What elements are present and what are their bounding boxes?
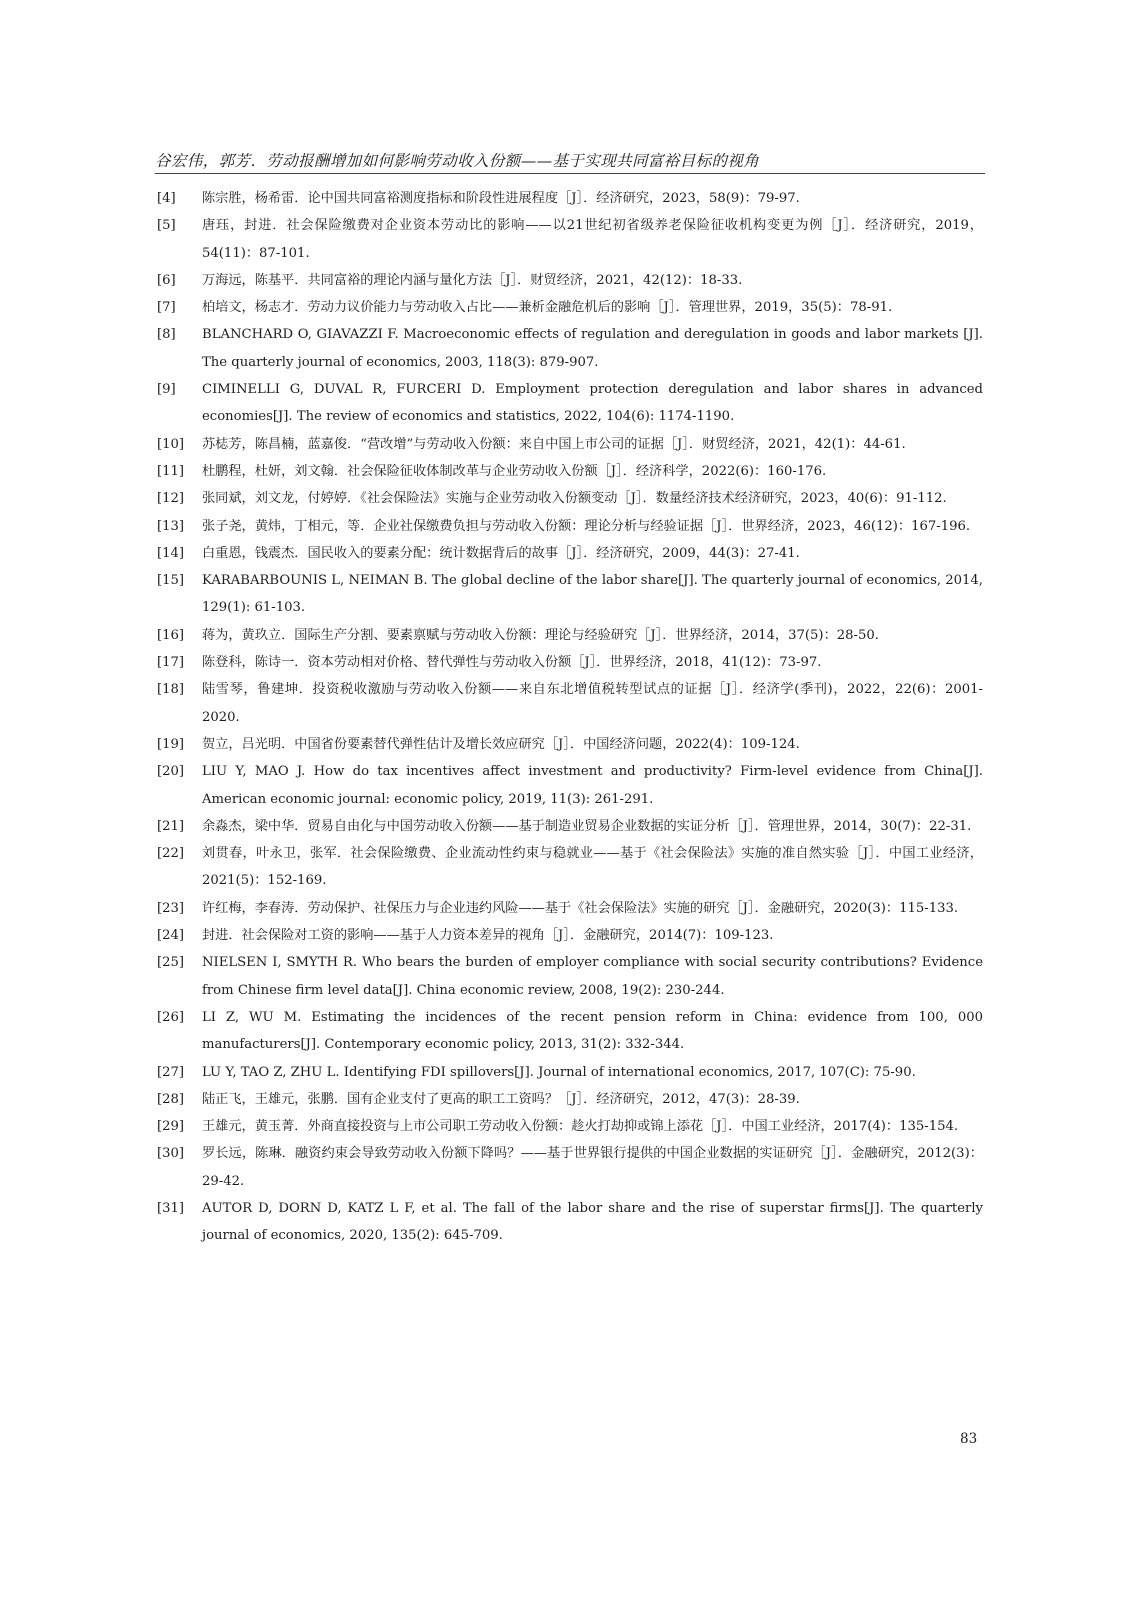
reference-item: [157, 1059, 983, 1086]
reference-item: [157, 1004, 983, 1059]
reference-item: [157, 813, 983, 840]
reference-text: 刘贯春，叶永卫，张军．社会保险缴费、企业流动性约束与稳就业——基于《社会保险法》实施的准自然实验［J］．中国工业经济，2021(5)：152-169.: [202, 846, 983, 889]
reference-number: [4]: [157, 191, 176, 206]
reference-number: [12]: [157, 491, 185, 507]
reference-text: 封进．社会保险对工资的影响——基于人力资本差异的视角［J］．金融研究，2014(7)：109-123.: [202, 928, 774, 944]
reference-item: [157, 567, 983, 622]
reference-text: NIELSEN I, SMYTH R. Who bears the burden of employer compliance with social security contributions? Evidence from Chinese firm level data[J]. China economic review, 2008, 19(2): 230-244.: [202, 955, 983, 998]
reference-text: 许红梅，李春涛．劳动保护、社保压力与企业违约风险——基于《社会保险法》实施的研究［J］．金融研究，2020(3)：115-133.: [202, 900, 959, 916]
reference-number: [9]: [157, 382, 176, 398]
reference-text: 张子尧，黄炜，丁相元，等．企业社保缴费负担与劳动收入份额：理论分析与经验证据［J］．世界经济，2023，46(12)：167-196.: [202, 518, 971, 534]
reference-text: 白重恩，钱震杰．国民收入的要素分配：统计数据背后的故事［J］．经济研究，2009，44(3)：27-41.: [202, 545, 800, 561]
reference-item: [157, 321, 983, 376]
reference-text: 贺立，吕光明．中国省份要素替代弹性估计及增长效应研究［J］．中国经济问题，2022(4)：109-124.: [202, 736, 800, 752]
reference-text: AUTOR D, DORN D, KATZ L F, et al. The fall of the labor share and the rise of superstar firms[J]. The quarterly journal of economics, 2020, 135(2): 645-709.: [202, 1200, 983, 1244]
running-head: 谷宏伟，郭芳．劳动报酬增加如何影响劳动收入份额——基于实现共同富裕目标的视角: [155, 152, 760, 170]
reference-number: [21]: [157, 818, 185, 834]
reference-text: 陆正飞，王雄元，张鹏．国有企业支付了更高的职工工资吗？［J］．经济研究，2012，47(3)：28-39.: [202, 1091, 800, 1107]
reference-item: [157, 267, 983, 294]
reference-item: [157, 294, 983, 321]
reference-item: [157, 485, 983, 512]
reference-text: BLANCHARD O, GIAVAZZI F. Macroeconomic effects of regulation and deregulation in goods and labor markets [J]. The quarterly journal of economics, 2003, 118(3): 879-907.: [202, 327, 983, 370]
reference-item: [157, 731, 983, 758]
page-number: 83: [960, 1431, 978, 1447]
reference-item: [157, 513, 983, 540]
reference-item: [157, 212, 983, 267]
reference-number: [6]: [157, 272, 176, 288]
reference-number: [15]: [157, 573, 185, 589]
reference-item: [157, 676, 983, 731]
reference-item: [157, 376, 983, 431]
reference-number: [19]: [157, 736, 185, 752]
reference-item: [157, 922, 983, 949]
reference-number: [28]: [157, 1091, 185, 1107]
reference-text: KARABARBOUNIS L, NEIMAN B. The global decline of the labor share[J]. The quarterly journal of economics, 2014, 129(1): 61-103.: [202, 573, 983, 616]
reference-item: [157, 1195, 983, 1250]
reference-number: [10]: [157, 436, 185, 452]
reference-text: 万海远，陈基平．共同富裕的理论内涵与量化方法［J］．财贸经济，2021，42(12)：18-33.: [202, 272, 743, 288]
header-divider: [155, 173, 985, 174]
reference-text: 陆雪琴，鲁建坤．投资税收激励与劳动收入份额——来自东北增值税转型试点的证据［J］．经济学(季刊)，2022，22(6)：2001-2020.: [202, 682, 983, 725]
reference-number: [30]: [157, 1146, 185, 1162]
reference-number: [24]: [157, 928, 185, 944]
reference-item: [157, 458, 983, 485]
reference-item: [157, 622, 983, 649]
reference-number: [31]: [157, 1200, 185, 1216]
reference-item: [157, 1086, 983, 1113]
reference-number: [11]: [157, 463, 185, 479]
reference-number: [14]: [157, 545, 185, 561]
reference-number: [23]: [157, 900, 185, 916]
reference-item: [157, 895, 983, 922]
reference-item: [157, 949, 983, 1004]
reference-text: 王雄元，黄玉菁．外商直接投资与上市公司职工劳动收入份额：趁火打劫抑或锦上添花［J］．中国工业经济，2017(4)：135-154.: [202, 1119, 959, 1135]
reference-text: 罗长远，陈琳．融资约束会导致劳动收入份额下降吗？——基于世界银行提供的中国企业数据的实证研究［J］．金融研究，2012(3)：29-42.: [202, 1146, 983, 1189]
reference-number: [20]: [157, 764, 185, 780]
reference-number: [5]: [157, 218, 176, 234]
reference-text: CIMINELLI G, DUVAL R, FURCERI D. Employment protection deregulation and labor shares in advanced economies[J]. The review of economics and statistics, 2022, 104(6): 1174-1190.: [202, 382, 983, 425]
reference-number: [27]: [157, 1064, 185, 1080]
reference-number: [18]: [157, 682, 185, 698]
reference-text: LI Z, WU M. Estimating the incidences of the recent pension reform in China: evidence from 100, 000 manufacturers[J]. Contemporary economic policy, 2013, 31(2): 332-344.: [202, 1009, 983, 1053]
reference-number: [16]: [157, 627, 185, 643]
reference-item: [157, 649, 983, 676]
reference-text: 蒋为，黄玖立．国际生产分割、要素禀赋与劳动收入份额：理论与经验研究［J］．世界经济，2014，37(5)：28-50.: [202, 627, 879, 643]
reference-text: 余淼杰，梁中华．贸易自由化与中国劳动收入份额——基于制造业贸易企业数据的实证分析［J］．管理世界，2014，30(7)：22-31.: [202, 818, 972, 834]
reference-item: [157, 840, 983, 895]
reference-number: [29]: [157, 1119, 185, 1135]
reference-number: [8]: [157, 327, 176, 343]
reference-text: 陈宗胜，杨希雷．论中国共同富裕测度指标和阶段性进展程度［J］．经济研究，2023，58(9)：79-97.: [202, 191, 800, 206]
reference-number: [13]: [157, 518, 185, 534]
reference-number: [7]: [157, 300, 176, 316]
reference-text: 张同斌，刘文龙，付婷婷．《社会保险法》实施与企业劳动收入份额变动［J］．数量经济技术经济研究，2023，40(6)：91-112.: [202, 491, 947, 507]
reference-item: [157, 1113, 983, 1140]
reference-item: [157, 431, 983, 458]
reference-text: LIU Y, MAO J. How do tax incentives affect investment and productivity? Firm-level evidence from China[J]. American economic journal: economic policy, 2019, 11(3): 261-291.: [202, 764, 983, 807]
reference-list: [157, 185, 983, 1250]
reference-item: [157, 758, 983, 813]
reference-text: 苏梽芳，陈昌楠，蓝嘉俊．“营改增”与劳动收入份额：来自中国上市公司的证据［J］．财贸经济，2021，42(1)：44-61.: [202, 436, 906, 452]
reference-text: 杜鹏程，杜妍，刘文翰．社会保险征收体制改革与企业劳动收入份额［J］．经济科学，2022(6)：160-176.: [202, 463, 827, 479]
reference-number: [17]: [157, 655, 185, 671]
reference-number: [26]: [157, 1009, 185, 1025]
reference-item: [157, 540, 983, 567]
reference-number: [22]: [157, 846, 185, 862]
reference-text: 唐珏，封进．社会保险缴费对企业资本劳动比的影响——以21世纪初省级养老保险征收机构变更为例［J］．经济研究，2019，54(11)：87-101.: [202, 218, 983, 261]
reference-item: [157, 185, 983, 212]
reference-text: 柏培文，杨志才．劳动力议价能力与劳动收入占比——兼析金融危机后的影响［J］．管理世界，2019，35(5)：78-91.: [202, 300, 893, 316]
reference-item: [157, 1140, 983, 1195]
reference-text: 陈登科，陈诗一．资本劳动相对价格、替代弹性与劳动收入份额［J］．世界经济，2018，41(12)：73-97.: [202, 655, 822, 671]
reference-number: [25]: [157, 955, 185, 971]
reference-text: LU Y, TAO Z, ZHU L. Identifying FDI spillovers[J]. Journal of international economics, 2017, 107(C): 75-90.: [202, 1064, 916, 1080]
